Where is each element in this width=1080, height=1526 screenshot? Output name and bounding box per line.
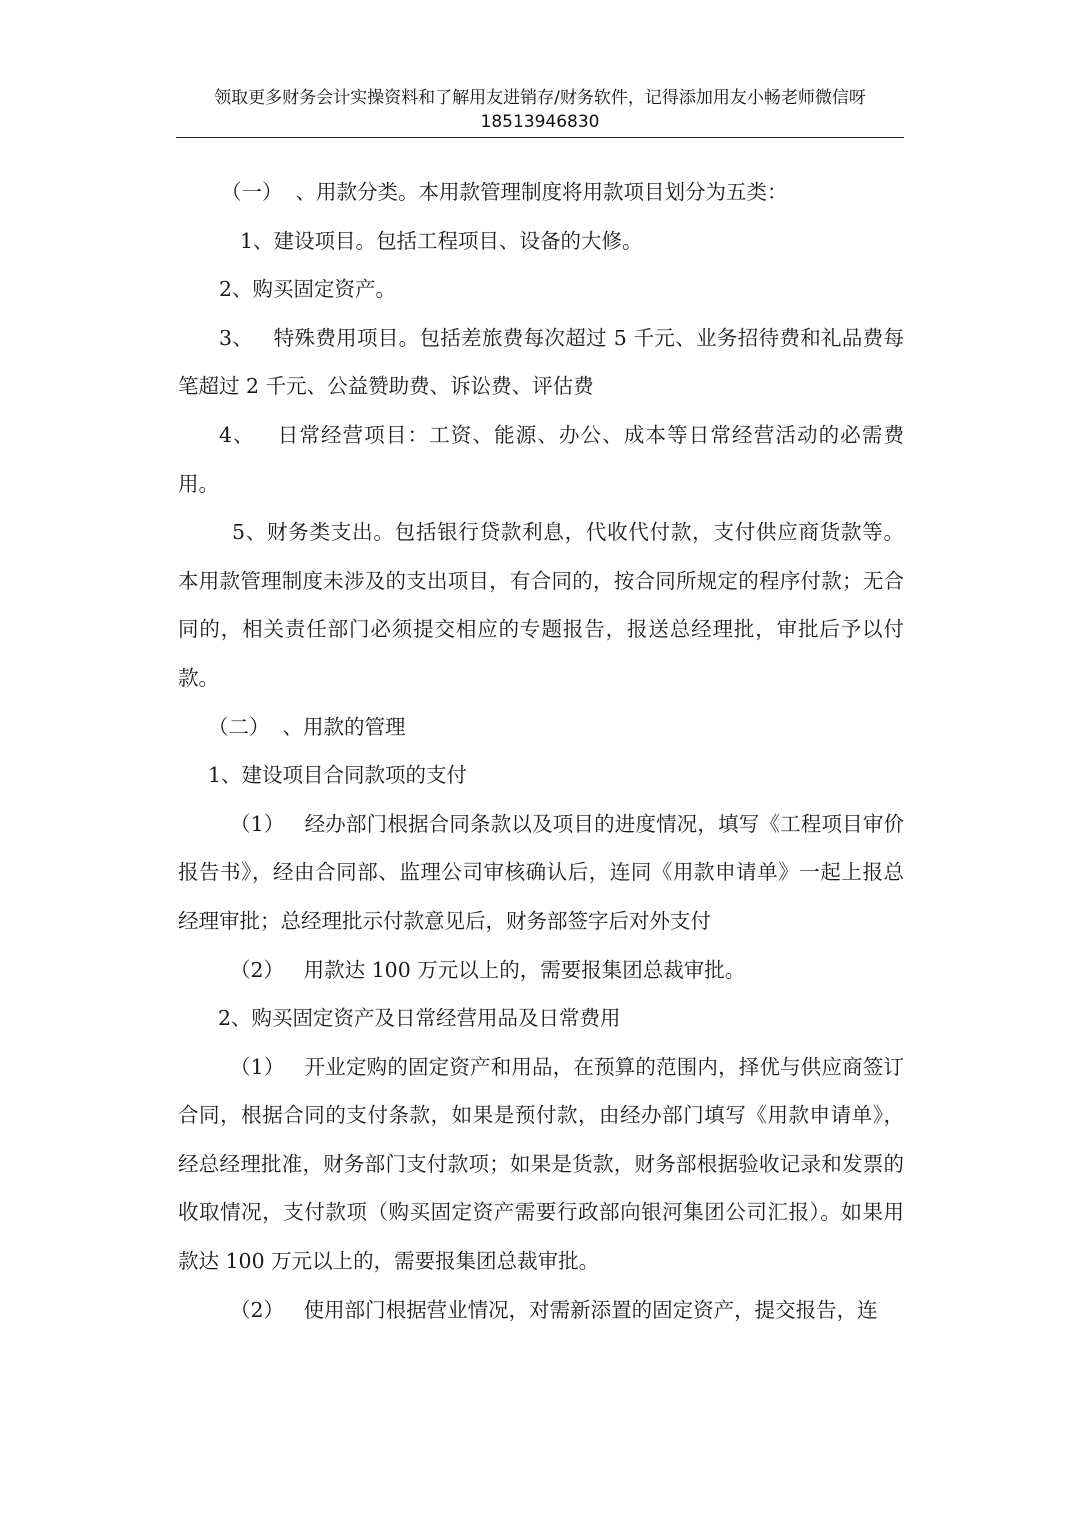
- list-item: 1、建设项目。包括工程项目、设备的大修。: [240, 228, 643, 253]
- list-item: 4、 日常经营项目：工资、能源、办公、成本等日常经营活动的必需费用。: [178, 422, 904, 496]
- list-item: （1） 经办部门根据合同条款以及项目的进度情况，填写《工程项目审价报告书》，经由合同部、监理公司审核确认后，连同《用款申请单》一起上报总经理审批；总经理批示付款意见后，财务部签字后对外支付: [178, 811, 904, 933]
- list-item: 3、 特殊费用项目。包括差旅费每次超过 5 千元、业务招待费和礼品费每笔超过 2 千元、公益赞助费、诉讼费、评估费: [178, 325, 904, 399]
- section-heading-1: （一） 、用款分类。本用款管理制度将用款项目划分为五类：: [221, 180, 788, 204]
- header-divider: [176, 137, 904, 138]
- header-promo-text: 领取更多财务会计实操资料和了解用友进销存/财务软件，记得添加用友小畅老师微信呀: [214, 88, 866, 108]
- list-item: 5、财务类支出。包括银行贷款利息，代收代付款，支付供应商货款等。 本用款管理制度未涉及的支出项目，有合同的，按合同所规定的程序付款；无合同的，相关责任部门必须提交相应的专题报告，报送总经理批，审批后予以付款。: [178, 520, 918, 690]
- subsection-heading: 2、购买固定资产及日常经营用品及日常费用: [218, 1006, 621, 1031]
- document-body: [178, 168, 918, 1334]
- list-item: （1） 开业定购的固定资产和用品，在预算的范围内，择优与供应商签订合同，根据合同的支付条款，如果是预付款，由经办部门填写《用款申请单》，经总经理批准，财务部门支付款项；如果是货款，财务部根据验收记录和发票的收取情况，支付款项（购买固定资产需要行政部向银河集团公司汇报）。如果用款达 100 万元以上的，需要报集团总裁审批。: [178, 1054, 904, 1274]
- list-item: （2） 用款达 100 万元以上的，需要报集团总裁审批。: [230, 957, 746, 982]
- section-heading-2: （二） 、用款的管理: [208, 714, 406, 739]
- subsection-heading: 1、建设项目合同款项的支付: [208, 763, 468, 788]
- header-phone-number: 18513946830: [480, 112, 600, 132]
- list-item: （2） 使用部门根据营业情况，对需新添置的固定资产，提交报告，连: [230, 1297, 878, 1322]
- list-item: 2、购买固定资产。: [219, 277, 397, 302]
- page-header: [176, 86, 904, 134]
